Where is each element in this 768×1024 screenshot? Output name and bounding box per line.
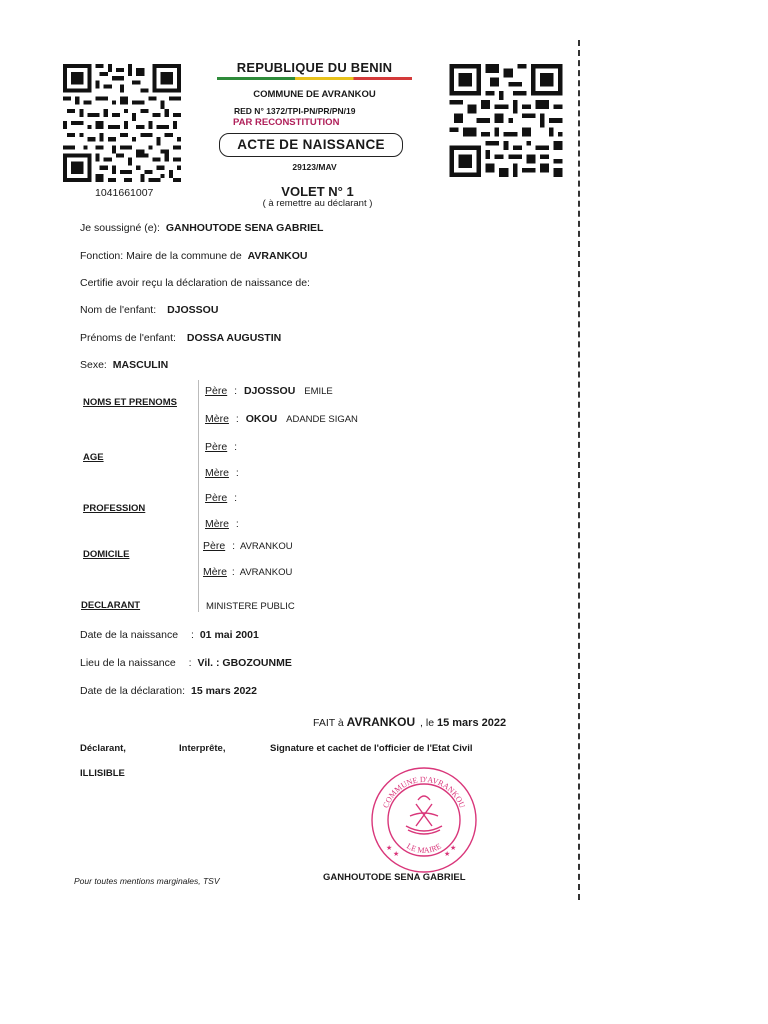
pere-nom: DJOSSOU [243, 385, 296, 397]
declaration-value: 15 mars 2022 [191, 685, 257, 697]
red-number: RED N° 1372/TPI-PN/PR/PN/19 [234, 106, 356, 116]
table-divider [198, 380, 199, 612]
svg-text:★: ★ [444, 850, 451, 858]
officer-sign-label: Signature et cachet de l'officier de l'Etat Civil [270, 743, 473, 754]
pere-label: Père [205, 385, 228, 397]
volet-title: VOLET N° 1 [281, 184, 354, 199]
soussigne-row [80, 222, 323, 234]
illisible-text: ILLISIBLE [80, 768, 125, 779]
mere-prenom: ADANDE SIGAN [286, 414, 358, 425]
prenoms-label: Prénoms de l'enfant: [80, 332, 176, 344]
mentions-note: Pour toutes mentions marginales, TSV [74, 876, 220, 886]
svg-text:★: ★ [386, 844, 393, 852]
fait-date: 15 mars 2022 [436, 717, 507, 729]
declarant-sign: Déclarant, [80, 743, 126, 754]
svg-text:★: ★ [450, 844, 457, 852]
pere-domicile: AVRANKOU [239, 541, 293, 552]
naissance-row: Date de la naissance : 01 mai 2001 [80, 629, 259, 641]
fonction-value: AVRANKOU [247, 250, 308, 262]
age-mere-row: Mère : [205, 467, 239, 479]
sexe-label: Sexe: [80, 359, 107, 371]
prenoms-value: DOSSA AUGUSTIN [186, 332, 282, 344]
profession-label: PROFESSION [83, 503, 146, 514]
nom-value: DJOSSOU [167, 304, 219, 316]
svg-text:COMMUNE D'AVRANKOU [381, 775, 467, 809]
pere-prenom: EMILE [304, 386, 333, 397]
noms-label: NOMS ET PRENOMS [83, 397, 177, 408]
profession-pere-row: Père : [205, 492, 238, 504]
official-stamp [368, 764, 480, 876]
mere-nom: OKOU [245, 413, 278, 425]
acte-title: ACTE DE NAISSANCE [219, 133, 403, 157]
republic-title: REPUBLIQUE DU BENIN [236, 60, 393, 75]
lieu-row: Lieu de la naissance : Vil. : GBOZOUNME [80, 657, 292, 669]
fait-row: FAIT à AVRANKOU , le 15 mars 2022 [313, 715, 507, 729]
lieu-value: Vil. : GBOZOUNME [197, 657, 292, 669]
fonction-label: Fonction: Maire de la commune de [80, 250, 242, 262]
stamp-top-text: COMMUNE D'AVRANKOU [381, 774, 467, 810]
pere-nom-row: Père : DJOSSOU EMILE [205, 385, 333, 397]
qr-code-left [61, 64, 183, 182]
age-pere-row: Père : [205, 441, 238, 453]
flag-stripe [217, 77, 412, 80]
qr-id: 1041661007 [95, 187, 154, 199]
profession-mere-row: Mère : [205, 518, 239, 530]
sexe-value: MASCULIN [112, 359, 169, 371]
declarant-label: DECLARANT [81, 600, 141, 611]
commune-name: COMMUNE DE AVRANKOU [253, 89, 376, 100]
fonction-row [80, 250, 307, 262]
domicile-pere-row: Père : AVRANKOU [203, 540, 293, 552]
declaration-label: Date de la déclaration: [80, 685, 186, 697]
nom-label: Nom de l'enfant: [80, 304, 157, 316]
domicile-label: DOMICILE [83, 549, 130, 560]
acte-number: 29123/MAV [292, 162, 337, 172]
mere-domicile: AVRANKOU [239, 567, 293, 578]
prenoms-row [80, 332, 281, 344]
mere-nom-row: Mère : OKOU ADANDE SIGAN [205, 413, 358, 425]
cut-line [578, 40, 580, 900]
soussigne-label: Je soussigné (e): [80, 222, 160, 234]
svg-text:★: ★ [393, 850, 400, 858]
lieu-label: Lieu de la naissance [80, 657, 176, 669]
volet-note: ( à remettre au déclarant ) [262, 198, 373, 209]
declaration-row [80, 685, 257, 697]
mere-label: Mère [205, 413, 229, 425]
interprete-sign: Interprête, [179, 743, 226, 754]
certifie-text: Certifie avoir reçu la déclaration de naissance de: [80, 277, 310, 289]
naissance-label: Date de la naissance [80, 629, 179, 641]
nom-row [80, 304, 218, 316]
qr-code-right [446, 64, 566, 177]
fait-lieu: AVRANKOU [346, 715, 416, 729]
age-label: AGE [83, 452, 104, 463]
declarant-value: MINISTERE PUBLIC [206, 601, 295, 612]
officer-name: GANHOUTODE SENA GABRIEL [323, 872, 466, 883]
reconstitution-label: PAR RECONSTITUTION [233, 117, 340, 128]
soussigne-value: GANHOUTODE SENA GABRIEL [165, 222, 324, 234]
domicile-mere-row: Mère : AVRANKOU [203, 566, 293, 578]
stamp-bottom-text: LE MAIRE [405, 841, 443, 856]
sexe-row [80, 359, 168, 371]
naissance-value: 01 mai 2001 [199, 629, 259, 641]
